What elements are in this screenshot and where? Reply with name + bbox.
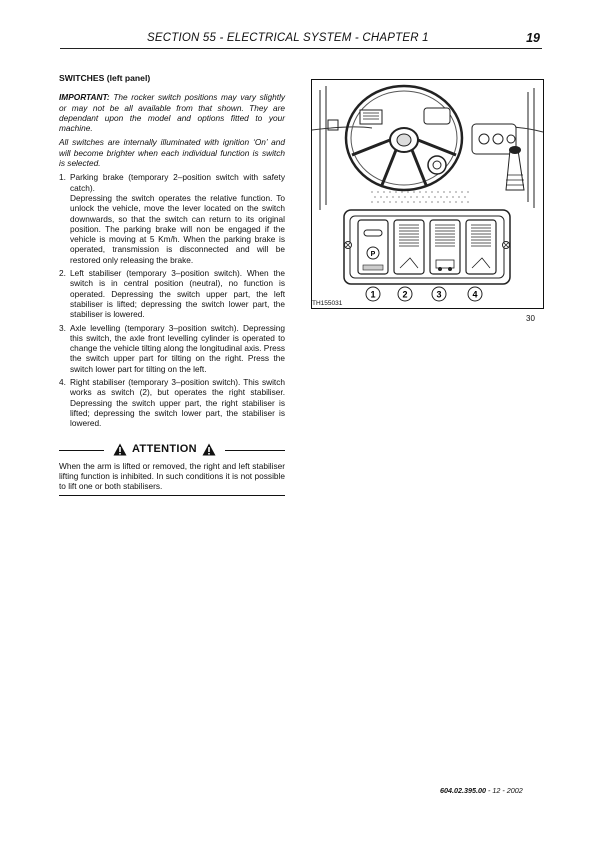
item-detail: Depressing the switch operates the relative function. To unlock the vehicle, move the lever located on the switch downwards, so that the switch can return to its original position. The parking brake will non be engaged if the vehicle is moving at 5 Km/h. When the parking brake is operated, transmission is disconnected and will be restored only releasing the brake. bbox=[70, 192, 285, 265]
important-text: The rocker switch positions may vary slightly or may not be all available from that shown. They are dependant upon the model and options fitted to your machine. bbox=[59, 92, 285, 134]
page-number: 19 bbox=[526, 31, 540, 45]
item-number: 3. bbox=[59, 322, 66, 333]
document-date: - 12 - 2002 bbox=[485, 786, 523, 795]
attention-heading bbox=[113, 443, 216, 457]
warning-triangle-icon bbox=[113, 443, 127, 456]
list-item bbox=[59, 268, 285, 319]
item-text: Left stabiliser (temporary 3–position switch). When the switch is in central position (neutral), no function is operated. Depressing the switch upper part, the left stabiliser is lifted; depressing the switch lower part, the stabiliser is lowered. bbox=[70, 268, 285, 320]
item-text: Axle levelling (temporary 3–position switch). Depressing this switch, the axle front levelling cylinder is operated to change the vehicle tilting along the longitudinal axis. Press the switch upper part for tilting on the right. Press the switch lower part for tilting on the left. bbox=[70, 322, 285, 374]
document-code: 604.02.395.00 bbox=[440, 786, 486, 795]
page-header bbox=[60, 32, 542, 49]
important-label: IMPORTANT: bbox=[59, 92, 110, 103]
list-item bbox=[59, 377, 285, 428]
item-number: 2. bbox=[59, 268, 66, 279]
callout-2: 2 bbox=[402, 289, 408, 300]
callout-1: 1 bbox=[370, 289, 376, 300]
attention-text: When the arm is lifted or removed, the right and left stabiliser lifting function is inhibited. In such conditions it is not possible to lift one or both stabilisers. bbox=[59, 461, 285, 497]
section-title: SECTION 55 - ELECTRICAL SYSTEM - CHAPTER 1 bbox=[147, 32, 429, 44]
figure-number: 30 bbox=[526, 314, 535, 323]
callout-3: 3 bbox=[436, 289, 442, 300]
dashboard-illustration bbox=[312, 80, 543, 308]
list-item bbox=[59, 172, 285, 265]
item-number: 4. bbox=[59, 377, 66, 388]
switch-list bbox=[59, 172, 285, 428]
text-column bbox=[59, 73, 285, 496]
section-heading: SWITCHES (left panel) bbox=[59, 73, 151, 83]
important-note bbox=[59, 92, 285, 133]
attention-rule-right bbox=[225, 450, 285, 451]
dashboard-figure bbox=[311, 79, 544, 309]
item-number: 1. bbox=[59, 172, 66, 183]
list-item bbox=[59, 323, 285, 374]
callout-4: 4 bbox=[472, 289, 478, 300]
parking-brake-symbol: P bbox=[370, 251, 376, 258]
page-footer bbox=[440, 786, 523, 795]
item-text: Parking brake (temporary 2–position switch with safety catch). bbox=[70, 172, 285, 193]
illumination-note: All switches are internally illuminated with ignition ‘On’ and will become brighter when each individual function is switch is selected. bbox=[59, 137, 285, 169]
item-text: Right stabiliser (temporary 3–position switch). This switch works as switch (2), but operates the right stabiliser. Depressing the switch upper part, the right stabiliser is lifted; depressing the switch lower part, the stabiliser is lowered. bbox=[70, 377, 285, 429]
warning-triangle-icon bbox=[202, 443, 216, 456]
figure-code: TH155031 bbox=[312, 300, 343, 307]
attention-title: ATTENTION bbox=[132, 443, 197, 456]
attention-rule-left bbox=[59, 450, 104, 451]
attention-banner bbox=[59, 443, 285, 457]
